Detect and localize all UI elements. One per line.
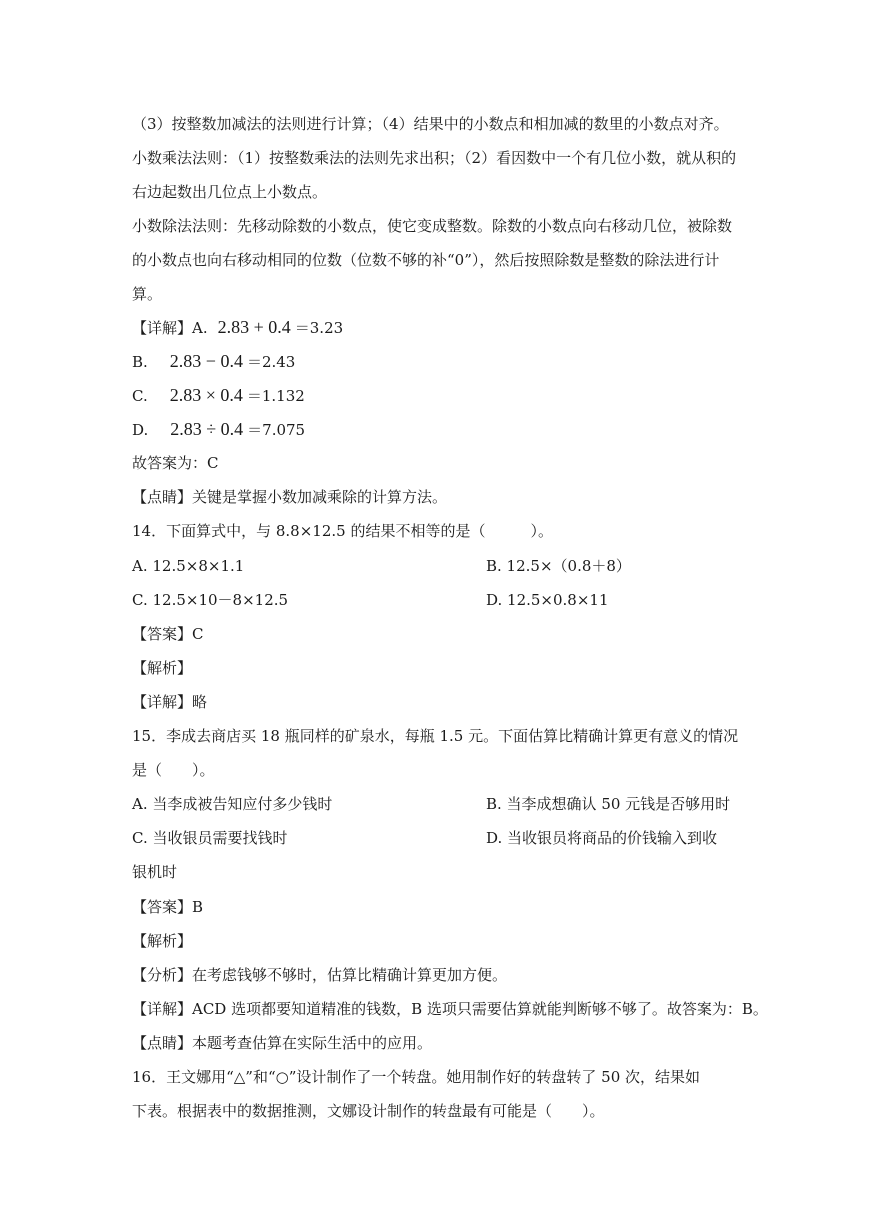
text-line: 小数乘法法则：（1）按整数乘法的法则先求出积；（2）看因数中一个有几位小数，就从积的 [132, 149, 737, 167]
detail-option-a [132, 316, 343, 339]
detail-prefix: 【详解】A. [132, 319, 208, 337]
text-line: 的小数点也向右移动相同的位数（位数不够的补“0”），然后按照除数是整数的除法进行计 [132, 251, 720, 269]
tip-line: 【点睛】关键是掌握小数加减乘除的计算方法。 [132, 488, 448, 506]
question-16-cont: 下表。根据表中的数据推测，文娜设计制作的转盘最有可能是（ ）。 [132, 1102, 605, 1120]
question-14: 14．下面算式中，与 8.8×12.5 的结果不相等的是（ ）。 [132, 522, 553, 540]
text-line: （3）按整数加减法的法则进行计算；（4）结果中的小数点和相加减的数里的小数点对齐。 [132, 115, 729, 133]
text-line: 算。 [132, 285, 163, 303]
option-label: B. [132, 353, 148, 371]
detail-line: 【详解】略 [132, 693, 208, 711]
answer-line: 故答案为：C [132, 454, 219, 472]
q14-option-d: D. 12.5×0.8×11 [486, 591, 609, 609]
math-result: ＝7.075 [247, 421, 306, 439]
q14-option-a: A. 12.5×8×1.1 [132, 557, 245, 575]
tip-line: 【点睛】本题考查估算在实际生活中的应用。 [132, 1034, 433, 1052]
q15-option-a: A. 当李成被告知应付多少钱时 [132, 795, 333, 813]
detail-line: 【详解】ACD 选项都要知道精准的钱数，B 选项只需要估算就能判断够不够了。故答案为：B。 [132, 1000, 768, 1018]
detail-option-b [132, 350, 295, 373]
math-result: ＝2.43 [246, 353, 296, 371]
math-expression: 2.83 − 0.4 [169, 351, 243, 371]
math-result: ＝1.132 [246, 387, 305, 405]
question-16: 16．王文娜用“△”和“○”设计制作了一个转盘。她用制作好的转盘转了 50 次，结果如 [132, 1068, 701, 1086]
q15-option-c: C. 当收银员需要找钱时 [132, 829, 288, 847]
q14-option-b: B. 12.5×（0.8＋8） [486, 557, 631, 575]
answer-line: 【答案】C [132, 625, 204, 643]
detail-option-c [132, 384, 305, 407]
math-result: ＝3.23 [294, 319, 344, 337]
q15-option-b: B. 当李成想确认 50 元钱是否够用时 [486, 795, 731, 813]
analysis-detail-line: 【分析】在考虑钱够不够时，估算比精确计算更加方便。 [132, 966, 508, 984]
analysis-line: 【解析】 [132, 932, 193, 950]
question-15: 15．李成去商店买 18 瓶同样的矿泉水，每瓶 1.5 元。下面估算比精确计算更有意义的情况 [132, 727, 739, 745]
text-line: 右边起数出几位点上小数点。 [132, 183, 328, 201]
analysis-line: 【解析】 [132, 659, 193, 677]
q15-option-d-cont: 银机时 [132, 863, 178, 881]
q14-option-c: C. 12.5×10－8×12.5 [132, 591, 289, 609]
q15-option-d: D. 当收银员将商品的价钱输入到收 [486, 829, 718, 847]
math-expression: 2.83 + 0.4 [217, 317, 291, 337]
option-label: C. [132, 387, 148, 405]
option-label: D. [132, 421, 149, 439]
math-expression: 2.83 × 0.4 [169, 385, 243, 405]
math-expression: 2.83 ÷ 0.4 [170, 419, 244, 439]
text-line: 小数除法法则：先移动除数的小数点，使它变成整数。除数的小数点向右移动几位，被除数 [132, 217, 733, 235]
answer-line: 【答案】B [132, 898, 204, 916]
detail-option-d [132, 418, 305, 441]
question-15-cont: 是（ ）。 [132, 761, 215, 779]
